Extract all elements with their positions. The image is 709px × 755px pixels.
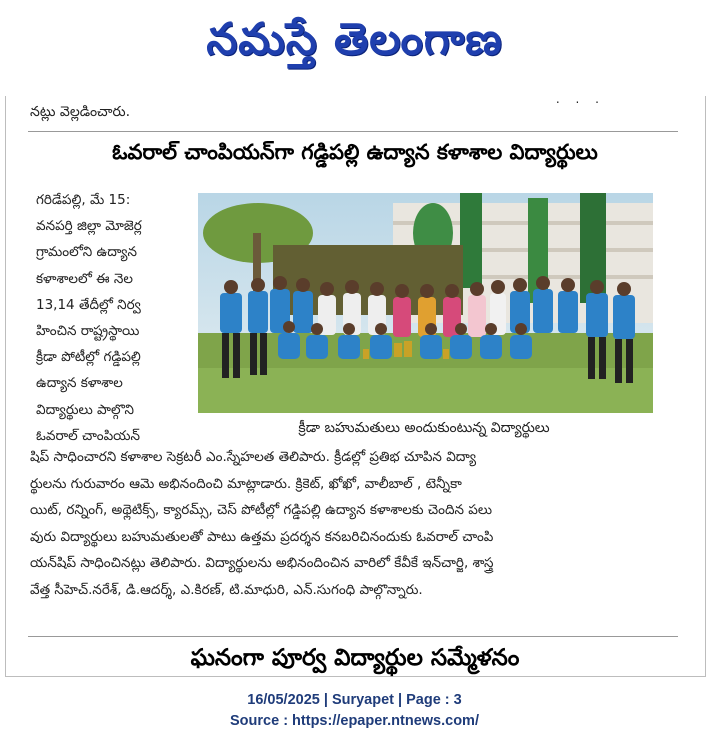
column-line: 13,14 తేదీల్లో నిర్వ <box>36 296 141 313</box>
footer <box>0 690 709 732</box>
article-photo <box>198 193 653 413</box>
article-column-text <box>36 187 194 449</box>
body-line: షిప్ సాధించారని కళాశాల సెక్రటరీ ఎం.స్నేహలత తెలిపారు. క్రీడల్లో ప్రతిభ చూపిన విద్యా <box>30 449 477 465</box>
group-photo-illustration <box>198 193 653 413</box>
column-line: ఓవరాల్ చాంపియన్ <box>36 427 141 444</box>
body-line: యిట్, రన్నింగ్, అథ్లెటిక్స్, క్యారమ్స్, చెస్ పోటీల్లో గడ్డిపల్లి ఉద్యాన కళాశాలకు చెందిన పలు <box>30 502 493 519</box>
next-story-headline: ఘనంగా పూర్వ విద్యార్థుల సమ్మేళనం <box>190 645 520 671</box>
body-line: వురు విద్యార్థులు బహుమతులతో పాటు ఉత్తమ ప్రదర్శన కనబరిచినందుకు ఓవరాల్ చాంపి <box>30 528 494 545</box>
source-link[interactable]: Source : https://epaper.ntnews.com/ <box>230 713 479 729</box>
masthead <box>0 0 709 80</box>
body-line: ర్థులను గురువారం ఆమె అభినందించి మాట్లాడారు. క్రికెట్, ఖోఖో, వాలీబాల్ , టెన్నీకా <box>30 475 462 492</box>
column-line: కళాశాలలో ఈ నెల <box>36 270 133 287</box>
divider <box>28 131 678 132</box>
column-line: గ్రామంలోని ఉద్యాన <box>36 244 137 261</box>
column-line: క్రీడా పోటీల్లో గడ్డిపల్లి <box>36 349 141 366</box>
previous-story-tail: నట్లు వెల్లడించారు. <box>30 104 131 120</box>
column-line: ఉద్యాన కళాశాల <box>36 375 123 392</box>
photo-caption: క్రీడా బహుమతులు అందుకుంటున్న విద్యార్థులు <box>298 420 550 436</box>
edition-meta: 16/05/2025 | Suryapet | Page : 3 <box>247 692 462 708</box>
previous-story-marks: . . . <box>555 92 605 106</box>
article-headline: ఓవరాల్ చాంపియన్‌గా గడ్డిపల్లి ఉద్యాన కళాశాల విద్యార్థులు <box>112 140 598 164</box>
body-line: వేత్త సీహెచ్.నరేశ్, డి.ఆదర్శ్, ఎ.కిరణ్, టి.మాధురి, ఎన్.సుగంధి పాల్గొన్నారు. <box>30 581 423 598</box>
masthead-title: నమస్తే తెలంగాణ <box>206 14 503 65</box>
body-line: యన్‌షిప్ సాధించినట్లు తెలిపారు. విద్యార్థులను అభినందించిన వారిలో కేవీకే ఇన్‌చార్జి, శాస్త్ర <box>30 555 494 572</box>
column-line: గరిడేపల్లి, మే 15: <box>36 192 131 208</box>
column-line: వనపర్తి జిల్లా మోజెర్ల <box>36 218 142 235</box>
column-line: హించిన రాష్ట్రస్థాయి <box>36 323 140 340</box>
column-line: విద్యార్థులు పాల్గొని <box>36 401 134 418</box>
divider <box>28 636 678 637</box>
article-body-text <box>30 444 678 604</box>
